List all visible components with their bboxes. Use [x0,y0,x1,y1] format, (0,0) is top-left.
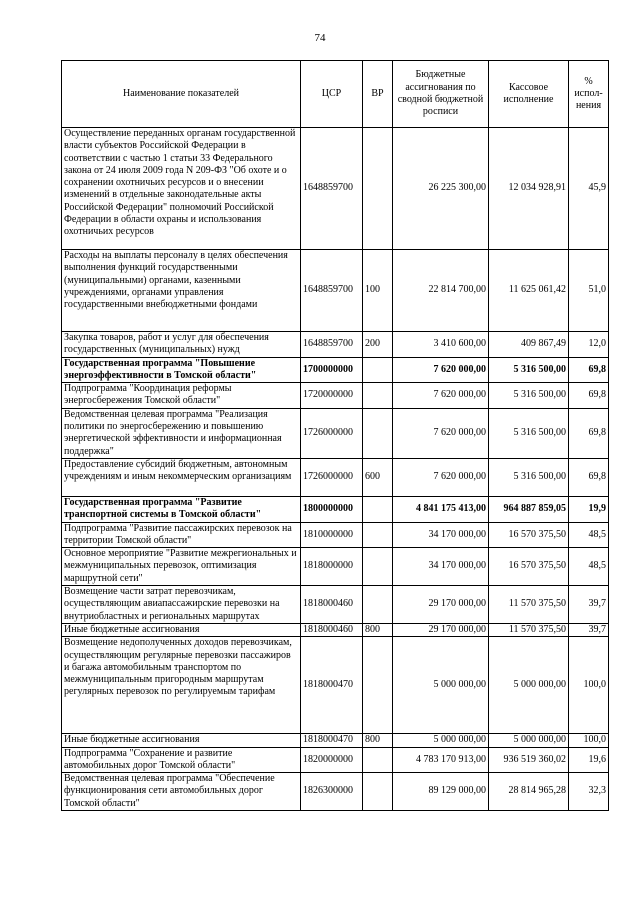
row-cash: 5 316 500,00 [489,383,569,409]
budget-table [61,60,609,811]
row-percent: 100,0 [569,734,609,747]
row-name: Иные бюджетные ассигнования [62,734,301,747]
row-cash: 5 000 000,00 [489,637,569,734]
row-assigned: 26 225 300,00 [393,128,489,250]
table-row [62,250,609,332]
row-name: Подпрограмма "Координация реформы энергосбережения Томской области" [62,383,301,409]
row-percent: 69,8 [569,458,609,496]
row-assigned: 7 620 000,00 [393,408,489,458]
row-csr: 1726000000 [301,458,363,496]
row-percent: 19,9 [569,496,609,522]
row-cash: 11 570 375,50 [489,623,569,636]
row-name: Ведомственная целевая программа "Реализация политики по энергосбережению и повышению энергетической эффективности и информационная поддержка" [62,408,301,458]
table-row [62,357,609,383]
table-row [62,747,609,773]
row-vr [363,128,393,250]
row-vr [363,637,393,734]
row-percent: 69,8 [569,383,609,409]
row-assigned: 29 170 000,00 [393,623,489,636]
header-vr: ВР [363,61,393,128]
row-assigned: 34 170 000,00 [393,522,489,548]
row-csr: 1720000000 [301,383,363,409]
row-assigned: 7 620 000,00 [393,357,489,383]
row-percent: 48,5 [569,548,609,586]
row-csr: 1818000470 [301,734,363,747]
table-row [62,332,609,358]
table-row [62,383,609,409]
row-cash: 11 625 061,42 [489,250,569,332]
table-row [62,623,609,636]
row-name: Закупка товаров, работ и услуг для обеспечения государственных (муниципальных) нужд [62,332,301,358]
row-assigned: 5 000 000,00 [393,734,489,747]
row-cash: 5 316 500,00 [489,408,569,458]
row-assigned: 7 620 000,00 [393,383,489,409]
row-percent: 45,9 [569,128,609,250]
row-vr [363,357,393,383]
row-csr: 1648859700 [301,128,363,250]
table-row [62,773,609,811]
row-cash: 5 316 500,00 [489,357,569,383]
row-csr: 1726000000 [301,408,363,458]
row-cash: 16 570 375,50 [489,522,569,548]
row-name: Подпрограмма "Развитие пассажирских перевозок на территории Томской области" [62,522,301,548]
row-assigned: 89 129 000,00 [393,773,489,811]
row-percent: 69,8 [569,357,609,383]
row-vr [363,548,393,586]
row-name: Основное мероприятие "Развитие межрегиональных и межмуниципальных перевозок, оптимизация маршрутной сети" [62,548,301,586]
header-percent: % испол-нения [569,61,609,128]
row-name: Иные бюджетные ассигнования [62,623,301,636]
row-percent: 51,0 [569,250,609,332]
row-percent: 19,6 [569,747,609,773]
table-body [62,128,609,811]
row-vr: 200 [363,332,393,358]
row-cash: 28 814 965,28 [489,773,569,811]
row-percent: 39,7 [569,623,609,636]
header-cash: Кассовое исполнение [489,61,569,128]
table-row [62,522,609,548]
row-name: Предоставление субсидий бюджетным, автономным учреждениям и иным некоммерческим организациям [62,458,301,496]
row-csr: 1818000470 [301,637,363,734]
page-number: 74 [314,32,326,44]
row-cash: 12 034 928,91 [489,128,569,250]
header-csr: ЦСР [301,61,363,128]
table-row [62,128,609,250]
row-cash: 409 867,49 [489,332,569,358]
row-name: Ведомственная целевая программа "Обеспечение функционирования сети автомобильных дорог Томской области" [62,773,301,811]
table-header-row [62,61,609,128]
row-cash: 16 570 375,50 [489,548,569,586]
row-csr: 1818000460 [301,586,363,624]
row-csr: 1800000000 [301,496,363,522]
row-vr: 100 [363,250,393,332]
row-csr: 1826300000 [301,773,363,811]
row-name: Расходы на выплаты персоналу в целях обеспечения выполнения функций государственными (муниципальными) органами, казенными учреждениями, органами управления государственными внебюджетными фондами [62,250,301,332]
row-vr [363,408,393,458]
row-percent: 39,7 [569,586,609,624]
row-vr: 800 [363,734,393,747]
row-assigned: 34 170 000,00 [393,548,489,586]
row-vr [363,383,393,409]
row-assigned: 3 410 600,00 [393,332,489,358]
row-percent: 32,3 [569,773,609,811]
row-vr [363,496,393,522]
row-percent: 100,0 [569,637,609,734]
row-cash: 936 519 360,02 [489,747,569,773]
table-row [62,586,609,624]
row-percent: 69,8 [569,408,609,458]
row-name: Государственная программа "Развитие транспортной системы в Томской области" [62,496,301,522]
row-csr: 1818000460 [301,623,363,636]
row-name: Возмещение части затрат перевозчикам, осуществляющим авиапассажирские перевозки на внутриобластных и региональных маршрутах [62,586,301,624]
row-assigned: 22 814 700,00 [393,250,489,332]
table-row [62,496,609,522]
row-assigned: 7 620 000,00 [393,458,489,496]
header-assignments: Бюджетные ассигнования по сводной бюджетной росписи [393,61,489,128]
row-vr: 800 [363,623,393,636]
row-csr: 1810000000 [301,522,363,548]
header-name: Наименование показателей [62,61,301,128]
table-row [62,548,609,586]
table-row [62,408,609,458]
table-row [62,458,609,496]
row-csr: 1648859700 [301,250,363,332]
row-name: Осуществление переданных органам государственной власти субъектов Российской Федерации в соответствии с частью 1 статьи 33 Федерального закона от 24 июля 2009 года N 209-ФЗ "Об охоте и о сохранении охотничьих ресурсов и о внесении изменений в отдельные законодательные акты Российской Федерации" полномочий Российской Федерации в области охраны и использования охотничьих ресурсов [62,128,301,250]
row-assigned: 4 841 175 413,00 [393,496,489,522]
table-row [62,734,609,747]
row-vr [363,773,393,811]
row-name: Государственная программа "Повышение энергоэффективности в Томской области" [62,357,301,383]
row-csr: 1700000000 [301,357,363,383]
table-row [62,637,609,734]
row-cash: 5 316 500,00 [489,458,569,496]
row-percent: 48,5 [569,522,609,548]
row-vr [363,747,393,773]
row-assigned: 5 000 000,00 [393,637,489,734]
row-vr [363,586,393,624]
row-assigned: 4 783 170 913,00 [393,747,489,773]
row-assigned: 29 170 000,00 [393,586,489,624]
row-csr: 1820000000 [301,747,363,773]
row-name: Возмещение недополученных доходов перевозчикам, осуществляющим регулярные перевозки пассажиров и багажа автомобильным транспортом по межмуниципальным пригородным маршрутам регулярных перевозок по регулируемым тарифам [62,637,301,734]
row-csr: 1648859700 [301,332,363,358]
row-cash: 11 570 375,50 [489,586,569,624]
row-name: Подпрограмма "Сохранение и развитие автомобильных дорог Томской области" [62,747,301,773]
row-vr [363,522,393,548]
row-vr: 600 [363,458,393,496]
row-csr: 1818000000 [301,548,363,586]
row-cash: 5 000 000,00 [489,734,569,747]
row-cash: 964 887 859,05 [489,496,569,522]
row-percent: 12,0 [569,332,609,358]
